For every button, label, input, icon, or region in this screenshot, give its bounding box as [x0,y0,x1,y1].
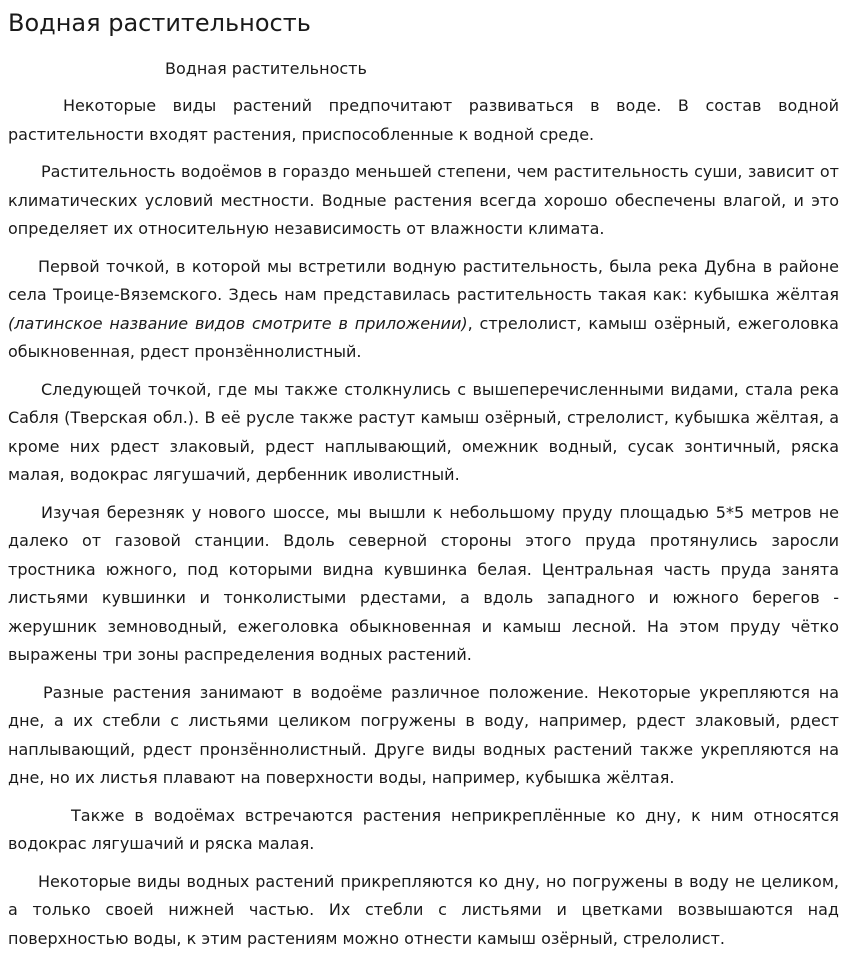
paragraph-3-text-end: , стрелолист, камыш озёрный, ежеголовка обыкновенная, рдест пронзённолистный. [8,313,839,361]
paragraph-8: Некоторые виды водных растений прикрепляются ко дну, но погружены в воду не целиком, а только своей нижней частью. Их стебли с листьями и цветками возвышаются над поверхностью воды, к этим растениям можно отнести камыш озёрный, стрелолист. [8,871,839,948]
paragraph-4: Следующей точкой, где мы также столкнулись с вышеперечисленными видами, стала река Сабля (Тверская обл.). В её русле также растут камыш озёрный, стрелолист, кубышка жёлтая, а кроме них рдест злаковый, рдест наплывающий, омежник водный, сусак зонтичный, ряска малая, водокрас лягушачий, дербенник иволистный. [8,379,839,484]
paragraph-3-text-start: Первой точкой, в которой мы встретили водную растительность, была река Дубна в районе села Троице-Вяземского. Здесь нам представилась растительность такая как: кубышка жёлтая [8,256,839,304]
paragraph-1: Некоторые виды растений предпочитают развиваться в воде. В состав водной растительности входят растения, приспособленные к водной среде. [8,96,839,144]
paragraph-6: Разные растения занимают в водоёме различное положение. Некоторые укрепляются на дне, а их стебли с листьями целиком погружены в воду, например, рдест злаковый, рдест наплывающий, рдест пронзённолистный. Друге виды водных растений также укрепляются на дне, но их листья плавают на поверхности воды, например, кубышка жёлтая. [8,682,839,787]
latin-names-note: (латинское название видов смотрите в приложении) [8,313,468,333]
page-title: Водная растительность [8,9,311,37]
paragraph-3 [8,253,839,367]
paragraph-5: Изучая березняк у нового шоссе, мы вышли к небольшому пруду площадью 5*5 метров не далеко от газовой станции. Вдоль северной стороны этого пруда протянулись заросли тростника южного, под которыми видна кувшинка белая. Центральная часть пруда занята листьями кувшинки и тонколистыми рдестами, а вдоль западного и южного берегов - жерушник земноводный, ежеголовка обыкновенная и камыш лесной. На этом пруду чётко выражены три зоны распределения водных растений. [8,502,839,664]
paragraph-7: Также в водоёмах встречаются растения неприкреплённые ко дну, к ним относятся водокрас лягушачий и ряска малая. [8,805,839,853]
paragraph-2: Растительность водоёмов в гораздо меньшей степени, чем растительность суши, зависит от климатических условий местности. Водные растения всегда хорошо обеспечены влагой, и это определяет их относительную независимость от влажности климата. [8,162,839,238]
document-subtitle: Водная растительность [165,59,367,78]
